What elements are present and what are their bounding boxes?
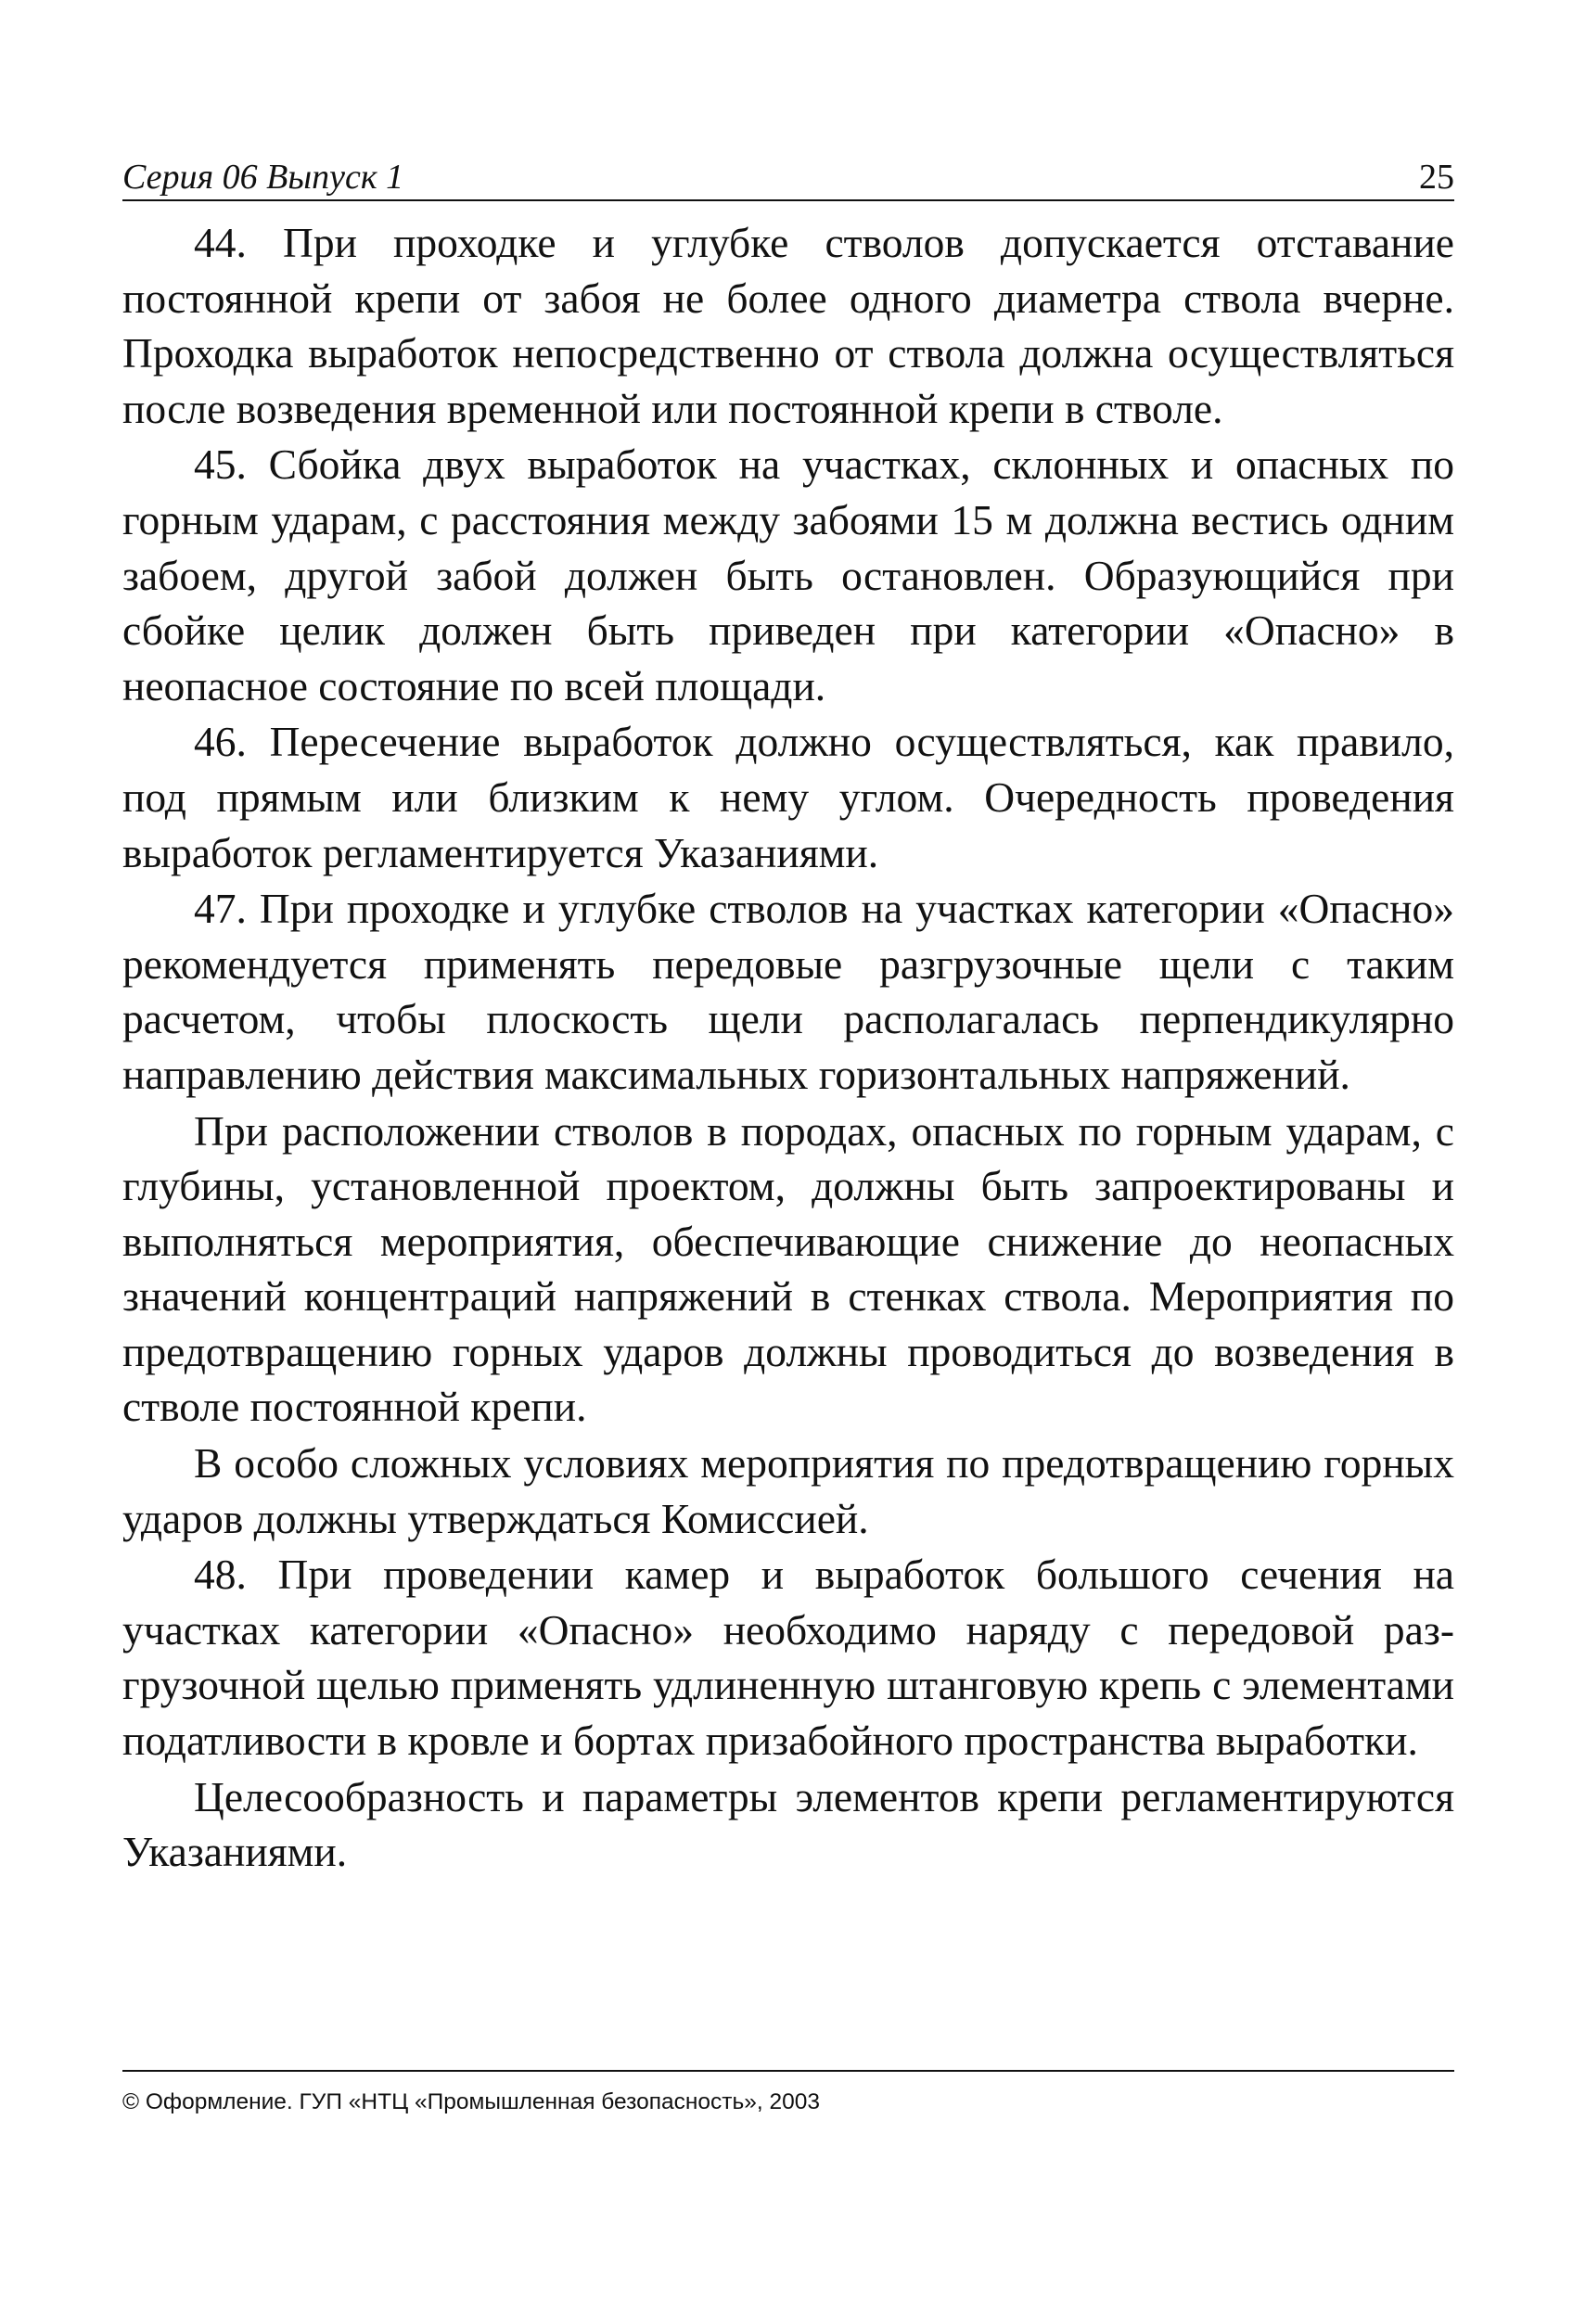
paragraph-45: 45. Сбойка двух выработок на участках, склонных и опасных по горным ударам, с расстояния между забоями 15 м должна вестись одним забоем, другой забой должен быть остановлен. Образующийся при сбойке целик должен быть приведен при категории «Опасно» в неопасное состояние по всей площади. <box>122 441 1454 709</box>
paragraph-47: 47. При проходке и углубке стволов на участках категории «Опасно» рекомендуется применять передовые разгрузочные щели с таким расчетом, чтобы плоскость щели располагалась перпендикулярно направлению действия максимальных горизонтальных напряжений. <box>122 885 1454 1098</box>
body-text <box>122 215 1454 1881</box>
paragraph-47-shafts: При расположении стволов в породах, опасных по горным ударам, с глубины, установленной проектом, должны быть запроектированы и выполняться мероприятия, обеспечивающие снижение до неопасных значений концентраций напряжений в стенках ствола. Мероприятия по предотвращению горных ударов должны проводиться до возведения в стволе постоянной крепи. <box>122 1106 1454 1431</box>
paragraph-47-complex-conditions: В особо сложных условиях мероприятия по предотвращению горных ударов должны утверждаться Комиссией. <box>122 1439 1454 1542</box>
paragraph-46: 46. Пересечение выработок должно осуществляться, как правило, под прямым или близким к нему углом. Очередность проведения выработок регламентируется Указаниями. <box>122 718 1454 876</box>
copyright-footer: © Оформление. ГУП «НТЦ «Промышленная безопасность», 2003 <box>122 2089 820 2114</box>
paragraph-48: 48. При проведении камер и выработок большого сечения на участках категории «Опасно» необходимо наряду с передовой разгрузочной щелью применять удлиненную штанговую крепь с элементами податливости в кровле и бортах призабойного пространства выработки. <box>122 1551 1454 1765</box>
series-title: Серия 06 Выпуск 1 <box>122 158 404 197</box>
footer-divider <box>122 2070 1454 2072</box>
paragraph-48-support-parameters: Целесообразность и параметры элементов крепи регламентируются Указаниями. <box>122 1772 1454 1876</box>
paragraph-44: 44. При проходке и углубке стволов допускается отставание постоянной крепи от забоя не более одного диаметра ствола вчерне. Проходка выработок непосредственно от ствола должна осуществляться после возведения временной или постоянной крепи в стволе. <box>122 219 1454 432</box>
page-number: 25 <box>1419 158 1454 197</box>
running-header <box>122 151 1454 201</box>
